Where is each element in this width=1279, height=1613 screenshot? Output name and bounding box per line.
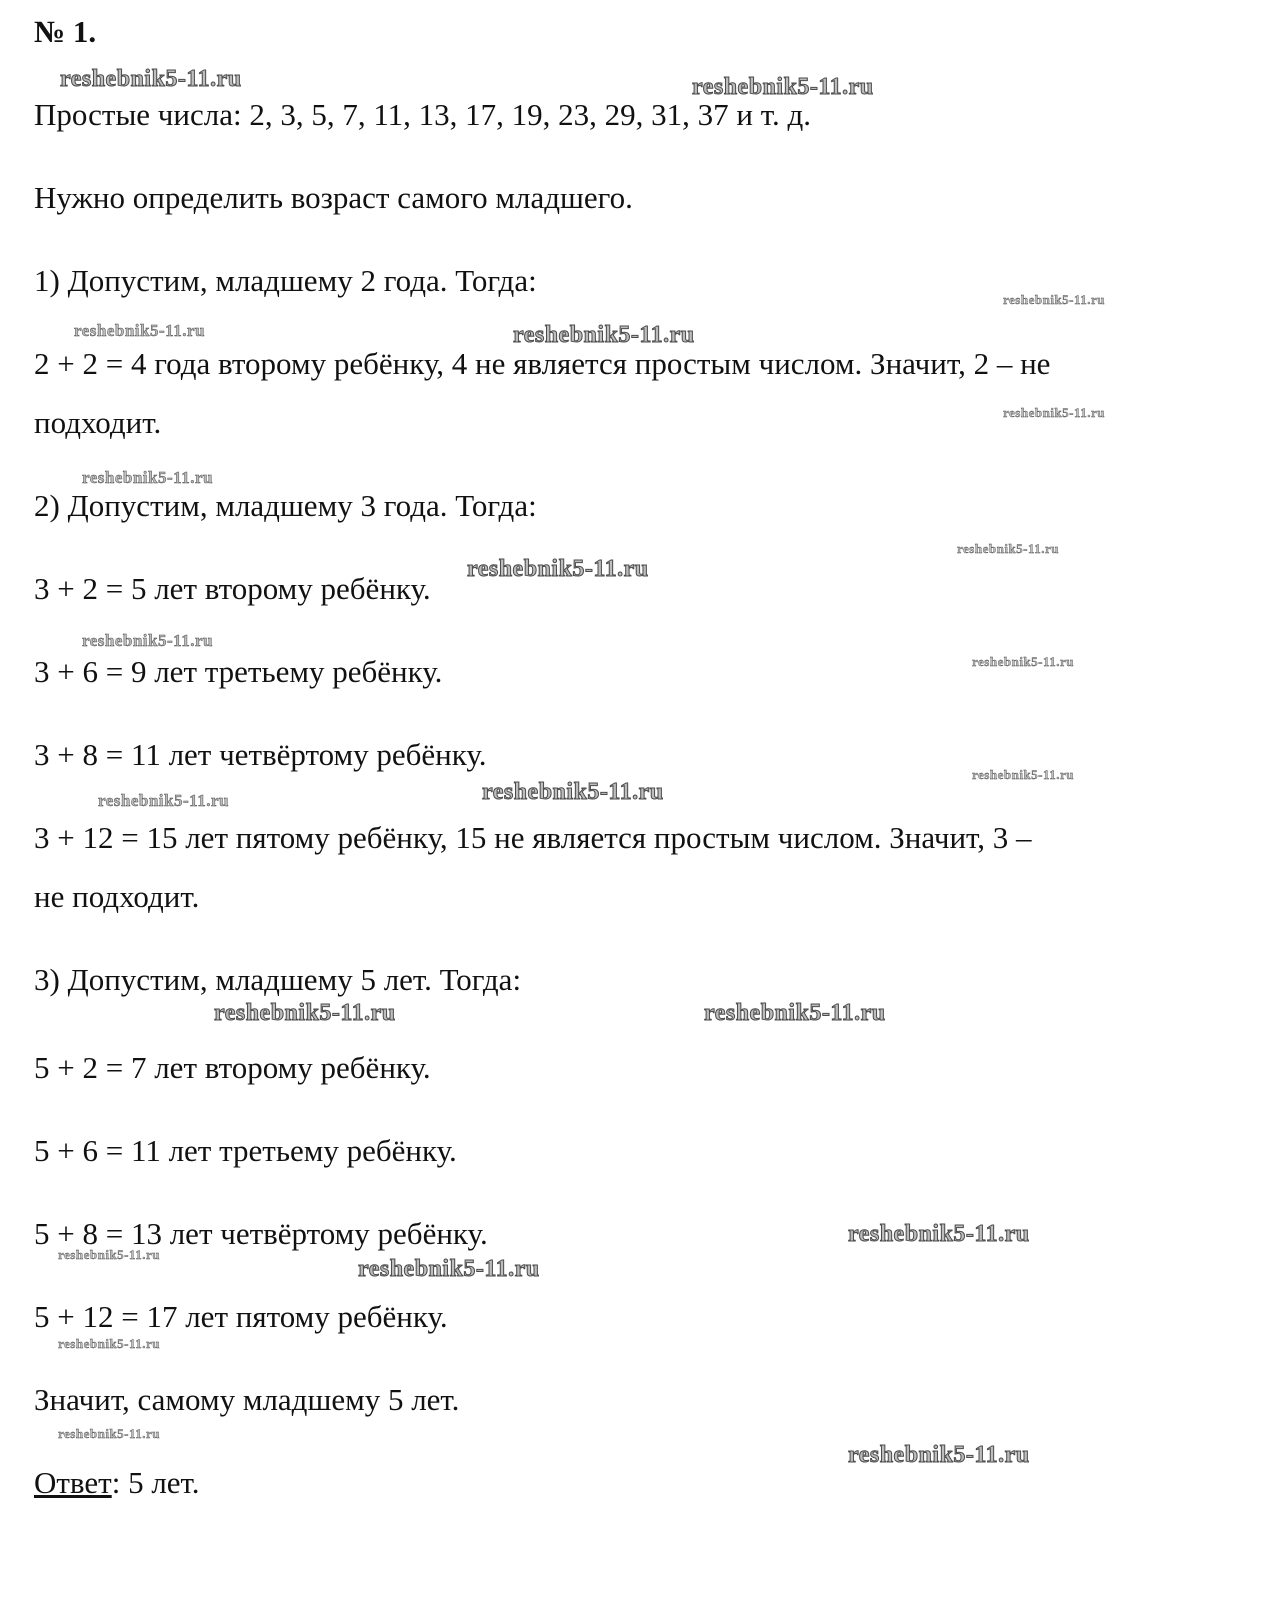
watermark: reshebnik5-11.ru [467,556,649,582]
text-line: 5 + 12 = 17 лет пятому ребёнку. [34,1299,448,1334]
text-line: Простые числа: 2, 3, 5, 7, 11, 13, 17, 19, 23, 29, 31, 37 и т. д. [34,97,812,132]
watermark: reshebnik5-11.ru [513,322,695,348]
watermark: reshebnik5-11.ru [74,321,205,340]
watermark: reshebnik5-11.ru [957,541,1060,556]
text-line: 5 + 2 = 7 лет второму ребёнку. [34,1050,431,1085]
text-line: 5 + 6 = 11 лет третьему ребёнку. [34,1133,457,1168]
watermark: reshebnik5-11.ru [848,1221,1030,1247]
watermark: reshebnik5-11.ru [972,654,1075,669]
watermark: reshebnik5-11.ru [848,1442,1030,1468]
text-line: не подходит. [34,879,200,914]
answer-label: Ответ [34,1465,112,1500]
text-line: 3) Допустим, младшему 5 лет. Тогда: [34,962,522,997]
watermark: reshebnik5-11.ru [692,74,874,100]
text-line: Нужно определить возраст самого младшего. [34,180,633,215]
watermark: reshebnik5-11.ru [58,1336,161,1351]
text-line: подходит. [34,405,162,440]
watermark: reshebnik5-11.ru [704,1000,886,1026]
watermark: reshebnik5-11.ru [58,1247,161,1262]
problem-number: № 1. [34,14,97,49]
watermark: reshebnik5-11.ru [82,468,213,487]
answer-line [34,1465,200,1501]
text-line: 3 + 6 = 9 лет третьему ребёнку. [34,654,443,689]
watermark: reshebnik5-11.ru [1003,405,1106,420]
text-line: 2) Допустим, младшему 3 года. Тогда: [34,488,537,523]
text-line: 5 + 8 = 13 лет четвёртому ребёнку. [34,1216,488,1251]
watermark: reshebnik5-11.ru [358,1256,540,1282]
watermark: reshebnik5-11.ru [214,1000,396,1026]
answer-value: : 5 лет. [111,1465,200,1500]
watermark: reshebnik5-11.ru [98,791,229,810]
watermark: reshebnik5-11.ru [972,767,1075,782]
watermark: reshebnik5-11.ru [482,779,664,805]
text-line: 3 + 2 = 5 лет второму ребёнку. [34,571,431,606]
text-line: 2 + 2 = 4 года второму ребёнку, 4 не является простым числом. Значит, 2 – не [34,346,1051,381]
text-line: 3 + 12 = 15 лет пятому ребёнку, 15 не является простым числом. Значит, 3 – [34,820,1032,855]
text-line: 1) Допустим, младшему 2 года. Тогда: [34,263,537,298]
watermark: reshebnik5-11.ru [1003,292,1106,307]
watermark: reshebnik5-11.ru [82,631,213,650]
watermark: reshebnik5-11.ru [58,1426,161,1441]
watermark: reshebnik5-11.ru [60,66,242,92]
text-line: 3 + 8 = 11 лет четвёртому ребёнку. [34,737,487,772]
text-line: Значит, самому младшему 5 лет. [34,1382,460,1417]
